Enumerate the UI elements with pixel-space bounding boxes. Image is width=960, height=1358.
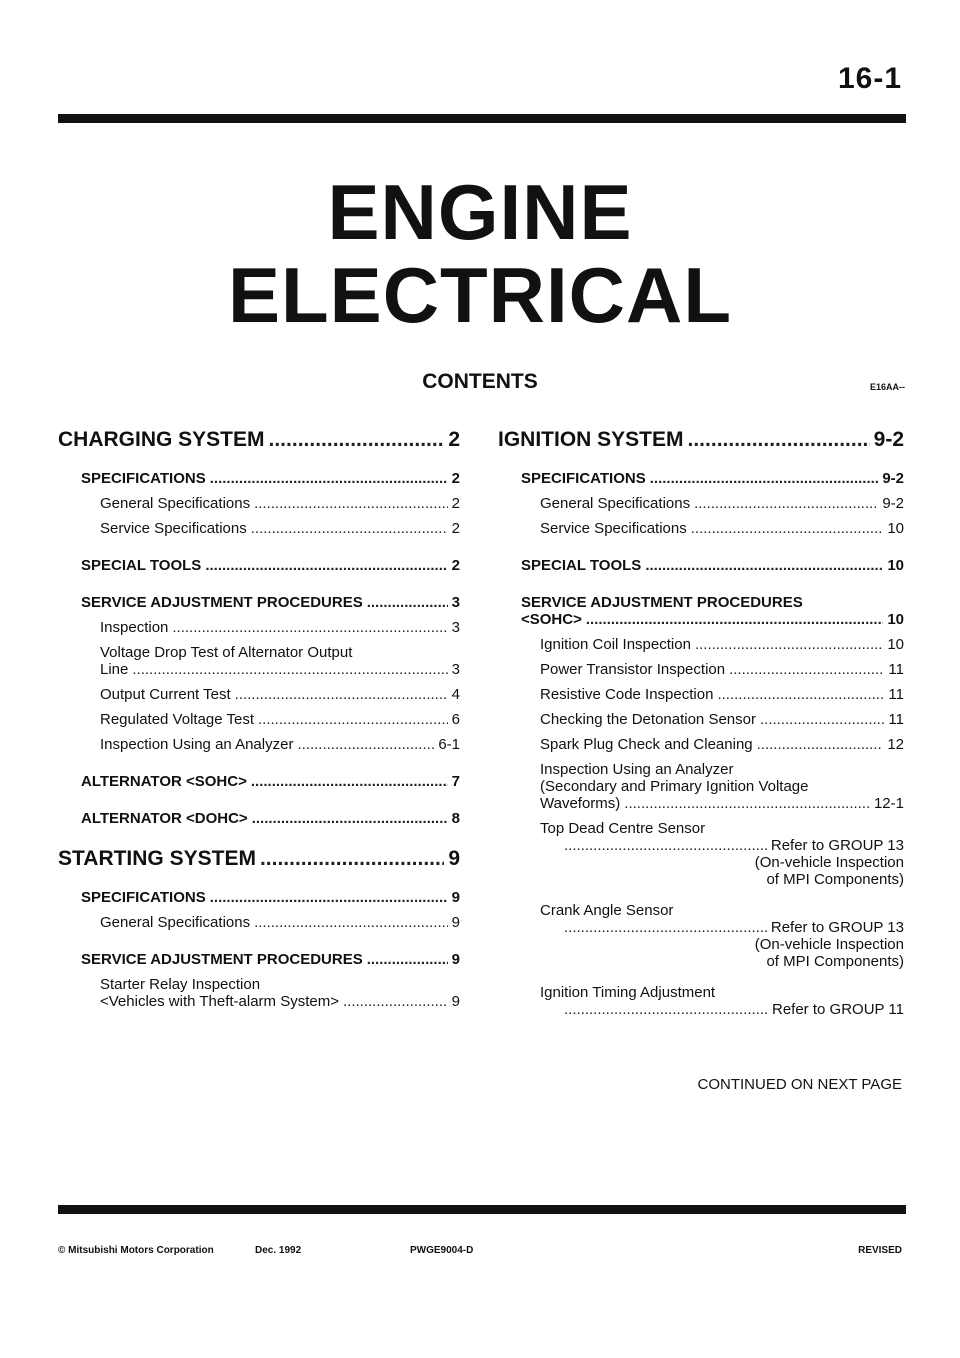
toc-label-line-2: <SOHC> [521, 611, 582, 628]
toc-entry-voltage-drop-test[interactable] [100, 644, 460, 678]
toc-entry-starting-system[interactable] [58, 847, 460, 871]
toc-entry-ignition-specifications[interactable] [521, 470, 904, 487]
leader-dots [235, 686, 448, 703]
toc-entry-charging-service-specifications[interactable] [100, 520, 460, 537]
toc-entry-crank-angle-sensor[interactable] [540, 902, 904, 970]
toc-label-line-2: <Vehicles with Theft-alarm System> [100, 993, 339, 1010]
spacer [498, 545, 904, 557]
toc-label: Service Specifications [540, 520, 687, 537]
spacer [498, 582, 904, 594]
toc-page: 10 [887, 636, 904, 653]
toc-page: 9-2 [873, 428, 904, 451]
toc-page: 10 [887, 557, 904, 574]
toc-page: 9 [451, 993, 460, 1010]
leader-dots [367, 951, 448, 968]
toc-label: General Specifications [100, 495, 251, 512]
leader-dots [645, 557, 883, 574]
footer-doc-code: PWGE9004-D [410, 1245, 474, 1256]
toc-entry-charging-specifications[interactable] [81, 470, 460, 487]
toc-label-line-1: Inspection Using an Analyzer [540, 761, 734, 778]
toc-page: 8 [451, 810, 460, 827]
leader-dots [760, 711, 884, 728]
toc-reference-detail-2: of MPI Components) [766, 871, 904, 888]
toc-entry-starting-general-specifications[interactable] [100, 914, 460, 931]
toc-label: SPECIFICATIONS [81, 470, 206, 487]
toc-page: 9 [451, 889, 460, 906]
toc-page: 12-1 [873, 795, 904, 812]
toc-label-line-1: Voltage Drop Test of Alternator Output [100, 644, 353, 661]
toc-label: Top Dead Centre Sensor [540, 820, 706, 837]
toc-label-line-1: SERVICE ADJUSTMENT PROCEDURES [521, 594, 803, 611]
toc-page: 10 [887, 520, 904, 537]
toc-label: SPECIAL TOOLS [521, 557, 642, 574]
toc-entry-alternator-sohc[interactable] [81, 773, 460, 790]
toc-left-column [58, 428, 460, 1018]
leader-dots [757, 736, 884, 753]
toc-label-line-1: Starter Relay Inspection [100, 976, 261, 993]
leader-dots [694, 495, 878, 512]
toc-entry-inspection[interactable] [100, 619, 460, 636]
spacer [58, 761, 460, 773]
toc-label-line-2: Line [100, 661, 129, 678]
leader-dots [252, 810, 448, 827]
toc-reference-detail-1: (On-vehicle Inspection [754, 936, 904, 953]
leader-dots [650, 470, 879, 487]
toc-page: 9 [451, 951, 460, 968]
toc-page: 12 [887, 736, 904, 753]
toc-entry-ignition-general-specifications[interactable] [540, 495, 904, 512]
leader-dots [564, 919, 767, 936]
leader-dots [695, 636, 883, 653]
toc-label-line-3: Waveforms) [540, 795, 621, 812]
toc-label: Resistive Code Inspection [540, 686, 714, 703]
toc-page: 9-2 [882, 470, 904, 487]
toc-label: SERVICE ADJUSTMENT PROCEDURES [81, 594, 363, 611]
toc-page: 7 [451, 773, 460, 790]
toc-entry-detonation-sensor[interactable] [540, 711, 904, 728]
toc-entry-charging-general-specifications[interactable] [100, 495, 460, 512]
continued-note: CONTINUED ON NEXT PAGE [697, 1076, 902, 1093]
toc-page: 11 [888, 686, 904, 703]
toc-entry-output-current-test[interactable] [100, 686, 460, 703]
leader-dots [367, 594, 448, 611]
toc-label: General Specifications [100, 914, 251, 931]
leader-dots [586, 611, 883, 628]
toc-label: Inspection [100, 619, 169, 636]
toc-label: SERVICE ADJUSTMENT PROCEDURES [81, 951, 363, 968]
contents-code: E16AA-- [869, 382, 905, 392]
toc-entry-ignition-analyzer[interactable] [540, 761, 904, 812]
toc-label: SPECIFICATIONS [521, 470, 646, 487]
toc-page: 3 [451, 661, 460, 678]
toc-page: 3 [451, 594, 460, 611]
toc-label: Power Transistor Inspection [540, 661, 726, 678]
toc-reference: Refer to GROUP 13 [770, 919, 904, 936]
toc-page: 2 [451, 470, 460, 487]
leader-dots [254, 495, 448, 512]
toc-page: 2 [451, 520, 460, 537]
footer-copyright: © Mitsubishi Motors Corporation [58, 1245, 214, 1256]
toc-entry-starting-specifications[interactable] [81, 889, 460, 906]
toc-label: Inspection Using an Analyzer [100, 736, 294, 753]
footer-status: REVISED [858, 1245, 902, 1256]
toc-label: SPECIAL TOOLS [81, 557, 202, 574]
toc-label-line-2: (Secondary and Primary Ignition Voltage [540, 778, 809, 795]
toc-page: 4 [451, 686, 460, 703]
toc-page: 3 [451, 619, 460, 636]
leader-dots [260, 847, 444, 871]
toc-reference: Refer to GROUP 11 [772, 1001, 904, 1018]
toc-page: 9 [448, 847, 460, 870]
leader-dots [251, 773, 448, 790]
toc-page: 2 [448, 428, 460, 451]
toc-entry-ignition-timing-adjustment[interactable] [540, 984, 904, 1018]
toc-page: 6-1 [438, 736, 460, 753]
toc-entry-alternator-dohc[interactable] [81, 810, 460, 827]
spacer [58, 798, 460, 810]
leader-dots [717, 686, 884, 703]
toc-entry-starting-service-adjustment[interactable] [81, 951, 460, 968]
toc-reference: Refer to GROUP 13 [770, 837, 904, 854]
leader-dots [624, 795, 870, 812]
toc-label: Service Specifications [100, 520, 247, 537]
toc-entry-charging-system[interactable] [58, 428, 460, 452]
toc-page: 2 [451, 495, 460, 512]
toc-reference-detail-2: of MPI Components) [766, 953, 904, 970]
toc-entry-resistive-code-inspection[interactable] [540, 686, 904, 703]
contents-heading: CONTENTS [422, 370, 538, 393]
leader-dots [132, 661, 447, 678]
leader-dots [210, 470, 448, 487]
toc-entry-top-dead-centre-sensor[interactable] [540, 820, 904, 888]
toc-label: Ignition Coil Inspection [540, 636, 691, 653]
toc-page: 11 [888, 711, 904, 728]
toc-label: ALTERNATOR <DOHC> [81, 810, 248, 827]
spacer [58, 939, 460, 951]
toc-entry-ignition-service-specifications[interactable] [540, 520, 904, 537]
toc-label: Regulated Voltage Test [100, 711, 255, 728]
leader-dots [564, 837, 767, 854]
toc-label: Output Current Test [100, 686, 231, 703]
toc-label: ALTERNATOR <SOHC> [81, 773, 247, 790]
toc-label: IGNITION SYSTEM [498, 428, 684, 451]
leader-dots [688, 428, 870, 452]
leader-dots [172, 619, 447, 636]
leader-dots [691, 520, 884, 537]
toc-label: SPECIFICATIONS [81, 889, 206, 906]
spacer [58, 582, 460, 594]
toc-reference-detail-1: (On-vehicle Inspection [754, 854, 904, 871]
leader-dots [729, 661, 884, 678]
toc-label: CHARGING SYSTEM [58, 428, 265, 451]
toc-entry-ignition-system[interactable] [498, 428, 904, 452]
toc-entry-charging-special-tools[interactable] [81, 557, 460, 574]
toc-entry-ignition-coil-inspection[interactable] [540, 636, 904, 653]
toc-entry-charging-service-adjustment[interactable] [81, 594, 460, 611]
toc-label: Ignition Timing Adjustment [540, 984, 716, 1001]
title-line-1: ENGINE [327, 168, 633, 256]
footer-date: Dec. 1992 [255, 1245, 302, 1256]
leader-dots [297, 736, 434, 753]
toc-entry-starter-relay-inspection[interactable] [100, 976, 460, 1010]
leader-dots [564, 1001, 768, 1018]
toc-entry-regulated-voltage-test[interactable] [100, 711, 460, 728]
toc-page: 9-2 [882, 495, 904, 512]
leader-dots [210, 889, 448, 906]
spacer [58, 835, 460, 847]
leader-dots [254, 914, 448, 931]
toc-entry-power-transistor-inspection[interactable] [540, 661, 904, 678]
toc-entry-inspection-analyzer[interactable] [100, 736, 460, 753]
toc-entry-ignition-service-adjustment[interactable] [521, 594, 904, 628]
toc-page: 11 [888, 661, 904, 678]
leader-dots [251, 520, 448, 537]
spacer [58, 545, 460, 557]
top-rule [58, 114, 906, 123]
leader-dots [205, 557, 447, 574]
toc-page: 10 [887, 611, 904, 628]
toc-label: Spark Plug Check and Cleaning [540, 736, 753, 753]
leader-dots [258, 711, 448, 728]
toc-entry-ignition-special-tools[interactable] [521, 557, 904, 574]
toc-page: 2 [451, 557, 460, 574]
title-line-2: ELECTRICAL [228, 251, 732, 339]
toc-label: Crank Angle Sensor [540, 902, 674, 919]
toc-page: 9 [451, 914, 460, 931]
leader-dots [269, 428, 445, 452]
toc-label: General Specifications [540, 495, 691, 512]
toc-entry-spark-plug-check[interactable] [540, 736, 904, 753]
page-number: 16-1 [837, 62, 902, 95]
toc-right-column [498, 428, 904, 1018]
toc-label: STARTING SYSTEM [58, 847, 256, 870]
toc-page: 6 [451, 711, 460, 728]
leader-dots [343, 993, 448, 1010]
bottom-rule [58, 1205, 906, 1214]
toc-label: Checking the Detonation Sensor [540, 711, 756, 728]
